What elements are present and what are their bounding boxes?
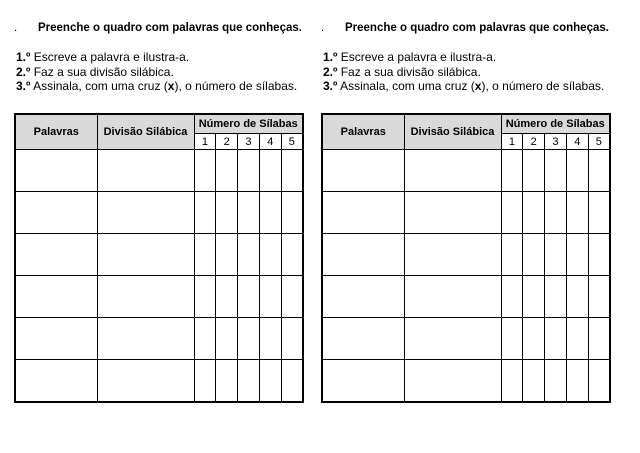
syllable-checkbox-cell[interactable]: [501, 192, 523, 234]
table-row: [322, 318, 610, 360]
syllable-checkbox-cell[interactable]: [194, 318, 216, 360]
word-cell[interactable]: [15, 318, 97, 360]
syllable-number: 1: [501, 134, 523, 150]
syllable-checkbox-cell[interactable]: [523, 192, 545, 234]
syllable-table: [14, 113, 304, 403]
word-cell[interactable]: [15, 234, 97, 276]
table-row: [322, 192, 610, 234]
instruction-text: Escreve a palavra e ilustra-a.: [30, 50, 190, 64]
syllable-checkbox-cell[interactable]: [281, 276, 303, 318]
syllable-checkbox-cell[interactable]: [588, 276, 610, 318]
word-cell[interactable]: [322, 150, 404, 192]
syllable-checkbox-cell[interactable]: [281, 318, 303, 360]
syllable-checkbox-cell[interactable]: [566, 192, 588, 234]
header-words: Palavras: [322, 114, 404, 150]
word-cell[interactable]: [322, 192, 404, 234]
syllable-checkbox-cell[interactable]: [545, 234, 567, 276]
syllable-checkbox-cell[interactable]: [216, 318, 238, 360]
syllable-checkbox-cell[interactable]: [523, 318, 545, 360]
syllable-checkbox-cell[interactable]: [281, 192, 303, 234]
syllable-checkbox-cell[interactable]: [259, 192, 281, 234]
syllable-checkbox-cell[interactable]: [216, 192, 238, 234]
instructions: [16, 50, 297, 94]
instruction-text: Escreve a palavra e ilustra-a.: [337, 50, 497, 64]
syllable-number: 2: [523, 134, 545, 150]
instruction-text: ), o número de sílabas.: [174, 79, 298, 93]
syllable-checkbox-cell[interactable]: [281, 150, 303, 192]
syllable-checkbox-cell[interactable]: [216, 360, 238, 403]
worksheet-title-row: [14, 22, 304, 36]
instruction-text: Assinala, com uma cruz (: [337, 79, 475, 93]
table-row: [15, 318, 303, 360]
table-row: [15, 192, 303, 234]
title-bullet: .: [321, 22, 325, 34]
worksheet-title: Preenche o quadro com palavras que conheças.: [345, 22, 609, 34]
instruction-number: 2.º: [16, 64, 31, 79]
syllable-checkbox-cell[interactable]: [259, 234, 281, 276]
syllable-checkbox-cell[interactable]: [588, 318, 610, 360]
instruction-text: Faz a sua divisão silábica.: [30, 64, 174, 79]
header-syllables: Número de Sílabas: [194, 114, 303, 134]
syllable-checkbox-cell[interactable]: [194, 150, 216, 192]
syllable-table: [321, 113, 611, 403]
table-row: [15, 150, 303, 192]
syllable-number: 4: [259, 134, 281, 150]
instruction-1: [323, 50, 604, 65]
syllable-checkbox-cell[interactable]: [281, 360, 303, 403]
division-cell[interactable]: [404, 276, 501, 318]
syllable-number: 2: [216, 134, 238, 150]
syllable-checkbox-cell[interactable]: [238, 276, 260, 318]
syllable-checkbox-cell[interactable]: [238, 318, 260, 360]
header-words: Palavras: [15, 114, 97, 150]
syllable-checkbox-cell[interactable]: [194, 276, 216, 318]
syllable-checkbox-cell[interactable]: [545, 276, 567, 318]
instruction-3: [323, 79, 604, 94]
syllable-number: 5: [281, 134, 303, 150]
syllable-checkbox-cell[interactable]: [501, 234, 523, 276]
syllable-checkbox-cell[interactable]: [194, 192, 216, 234]
instruction-text: ), o número de sílabas.: [481, 79, 605, 93]
division-cell[interactable]: [404, 318, 501, 360]
word-cell[interactable]: [322, 318, 404, 360]
division-cell[interactable]: [404, 192, 501, 234]
word-cell[interactable]: [322, 360, 404, 403]
syllable-checkbox-cell[interactable]: [238, 234, 260, 276]
syllable-checkbox-cell[interactable]: [566, 276, 588, 318]
syllable-checkbox-cell[interactable]: [523, 360, 545, 403]
syllable-checkbox-cell[interactable]: [566, 318, 588, 360]
word-cell[interactable]: [15, 192, 97, 234]
instruction-bold-x: x: [474, 79, 482, 93]
word-cell[interactable]: [15, 276, 97, 318]
syllable-checkbox-cell[interactable]: [216, 150, 238, 192]
syllable-checkbox-cell[interactable]: [501, 360, 523, 403]
worksheet-title-row: [321, 22, 611, 36]
syllable-checkbox-cell[interactable]: [566, 234, 588, 276]
syllable-checkbox-cell[interactable]: [238, 192, 260, 234]
title-bullet: .: [14, 22, 18, 34]
instruction-number: 3.º: [323, 79, 338, 93]
syllable-checkbox-cell[interactable]: [238, 150, 260, 192]
syllable-checkbox-cell[interactable]: [501, 276, 523, 318]
syllable-checkbox-cell[interactable]: [259, 360, 281, 403]
table-row: [322, 360, 610, 403]
syllable-checkbox-cell[interactable]: [259, 150, 281, 192]
syllable-number: 4: [566, 134, 588, 150]
word-cell[interactable]: [15, 150, 97, 192]
syllable-checkbox-cell[interactable]: [281, 234, 303, 276]
syllable-checkbox-cell[interactable]: [259, 276, 281, 318]
worksheet-title: Preenche o quadro com palavras que conheças.: [38, 22, 302, 34]
instruction-number: 1.º: [323, 50, 338, 64]
division-cell[interactable]: [97, 150, 194, 192]
syllable-checkbox-cell[interactable]: [216, 276, 238, 318]
syllable-checkbox-cell[interactable]: [523, 234, 545, 276]
syllable-checkbox-cell[interactable]: [588, 234, 610, 276]
instruction-bold-x: x: [167, 79, 175, 93]
syllable-checkbox-cell[interactable]: [501, 318, 523, 360]
instruction-2: [16, 65, 297, 80]
syllable-checkbox-cell[interactable]: [588, 360, 610, 403]
syllable-checkbox-cell[interactable]: [501, 150, 523, 192]
syllable-checkbox-cell[interactable]: [194, 234, 216, 276]
table-row: [15, 234, 303, 276]
syllable-number: 5: [588, 134, 610, 150]
table-row: [322, 276, 610, 318]
instruction-text: Assinala, com uma cruz (: [30, 79, 168, 93]
table-row: [15, 360, 303, 403]
instruction-1: [16, 50, 297, 65]
table-row: [322, 150, 610, 192]
syllable-checkbox-cell[interactable]: [216, 234, 238, 276]
syllable-checkbox-cell[interactable]: [566, 150, 588, 192]
syllable-number: 3: [545, 134, 567, 150]
syllable-checkbox-cell[interactable]: [194, 360, 216, 403]
division-cell[interactable]: [404, 150, 501, 192]
syllable-checkbox-cell[interactable]: [259, 318, 281, 360]
division-cell[interactable]: [97, 360, 194, 403]
division-cell[interactable]: [97, 276, 194, 318]
word-cell[interactable]: [322, 234, 404, 276]
instruction-number: 2.º: [323, 64, 338, 79]
instruction-number: 3.º: [16, 79, 31, 93]
word-cell[interactable]: [15, 360, 97, 403]
word-cell[interactable]: [322, 276, 404, 318]
syllable-checkbox-cell[interactable]: [523, 150, 545, 192]
syllable-number: 1: [194, 134, 216, 150]
header-division: Divisão Silábica: [404, 114, 501, 150]
division-cell[interactable]: [97, 192, 194, 234]
header-syllables: Número de Sílabas: [501, 114, 610, 134]
division-cell[interactable]: [97, 318, 194, 360]
instruction-2: [323, 65, 604, 80]
division-cell[interactable]: [97, 234, 194, 276]
instruction-3: [16, 79, 297, 94]
syllable-checkbox-cell[interactable]: [588, 192, 610, 234]
syllable-checkbox-cell[interactable]: [545, 192, 567, 234]
syllable-number: 3: [238, 134, 260, 150]
syllable-checkbox-cell[interactable]: [588, 150, 610, 192]
instruction-number: 1.º: [16, 50, 31, 64]
syllable-checkbox-cell[interactable]: [523, 276, 545, 318]
division-cell[interactable]: [404, 234, 501, 276]
division-cell[interactable]: [404, 360, 501, 403]
header-division: Divisão Silábica: [97, 114, 194, 150]
syllable-checkbox-cell[interactable]: [238, 360, 260, 403]
syllable-checkbox-cell[interactable]: [545, 318, 567, 360]
syllable-checkbox-cell[interactable]: [566, 360, 588, 403]
instruction-text: Faz a sua divisão silábica.: [337, 64, 481, 79]
syllable-checkbox-cell[interactable]: [545, 150, 567, 192]
table-row: [322, 234, 610, 276]
table-row: [15, 276, 303, 318]
syllable-checkbox-cell[interactable]: [545, 360, 567, 403]
instructions: [323, 50, 604, 94]
